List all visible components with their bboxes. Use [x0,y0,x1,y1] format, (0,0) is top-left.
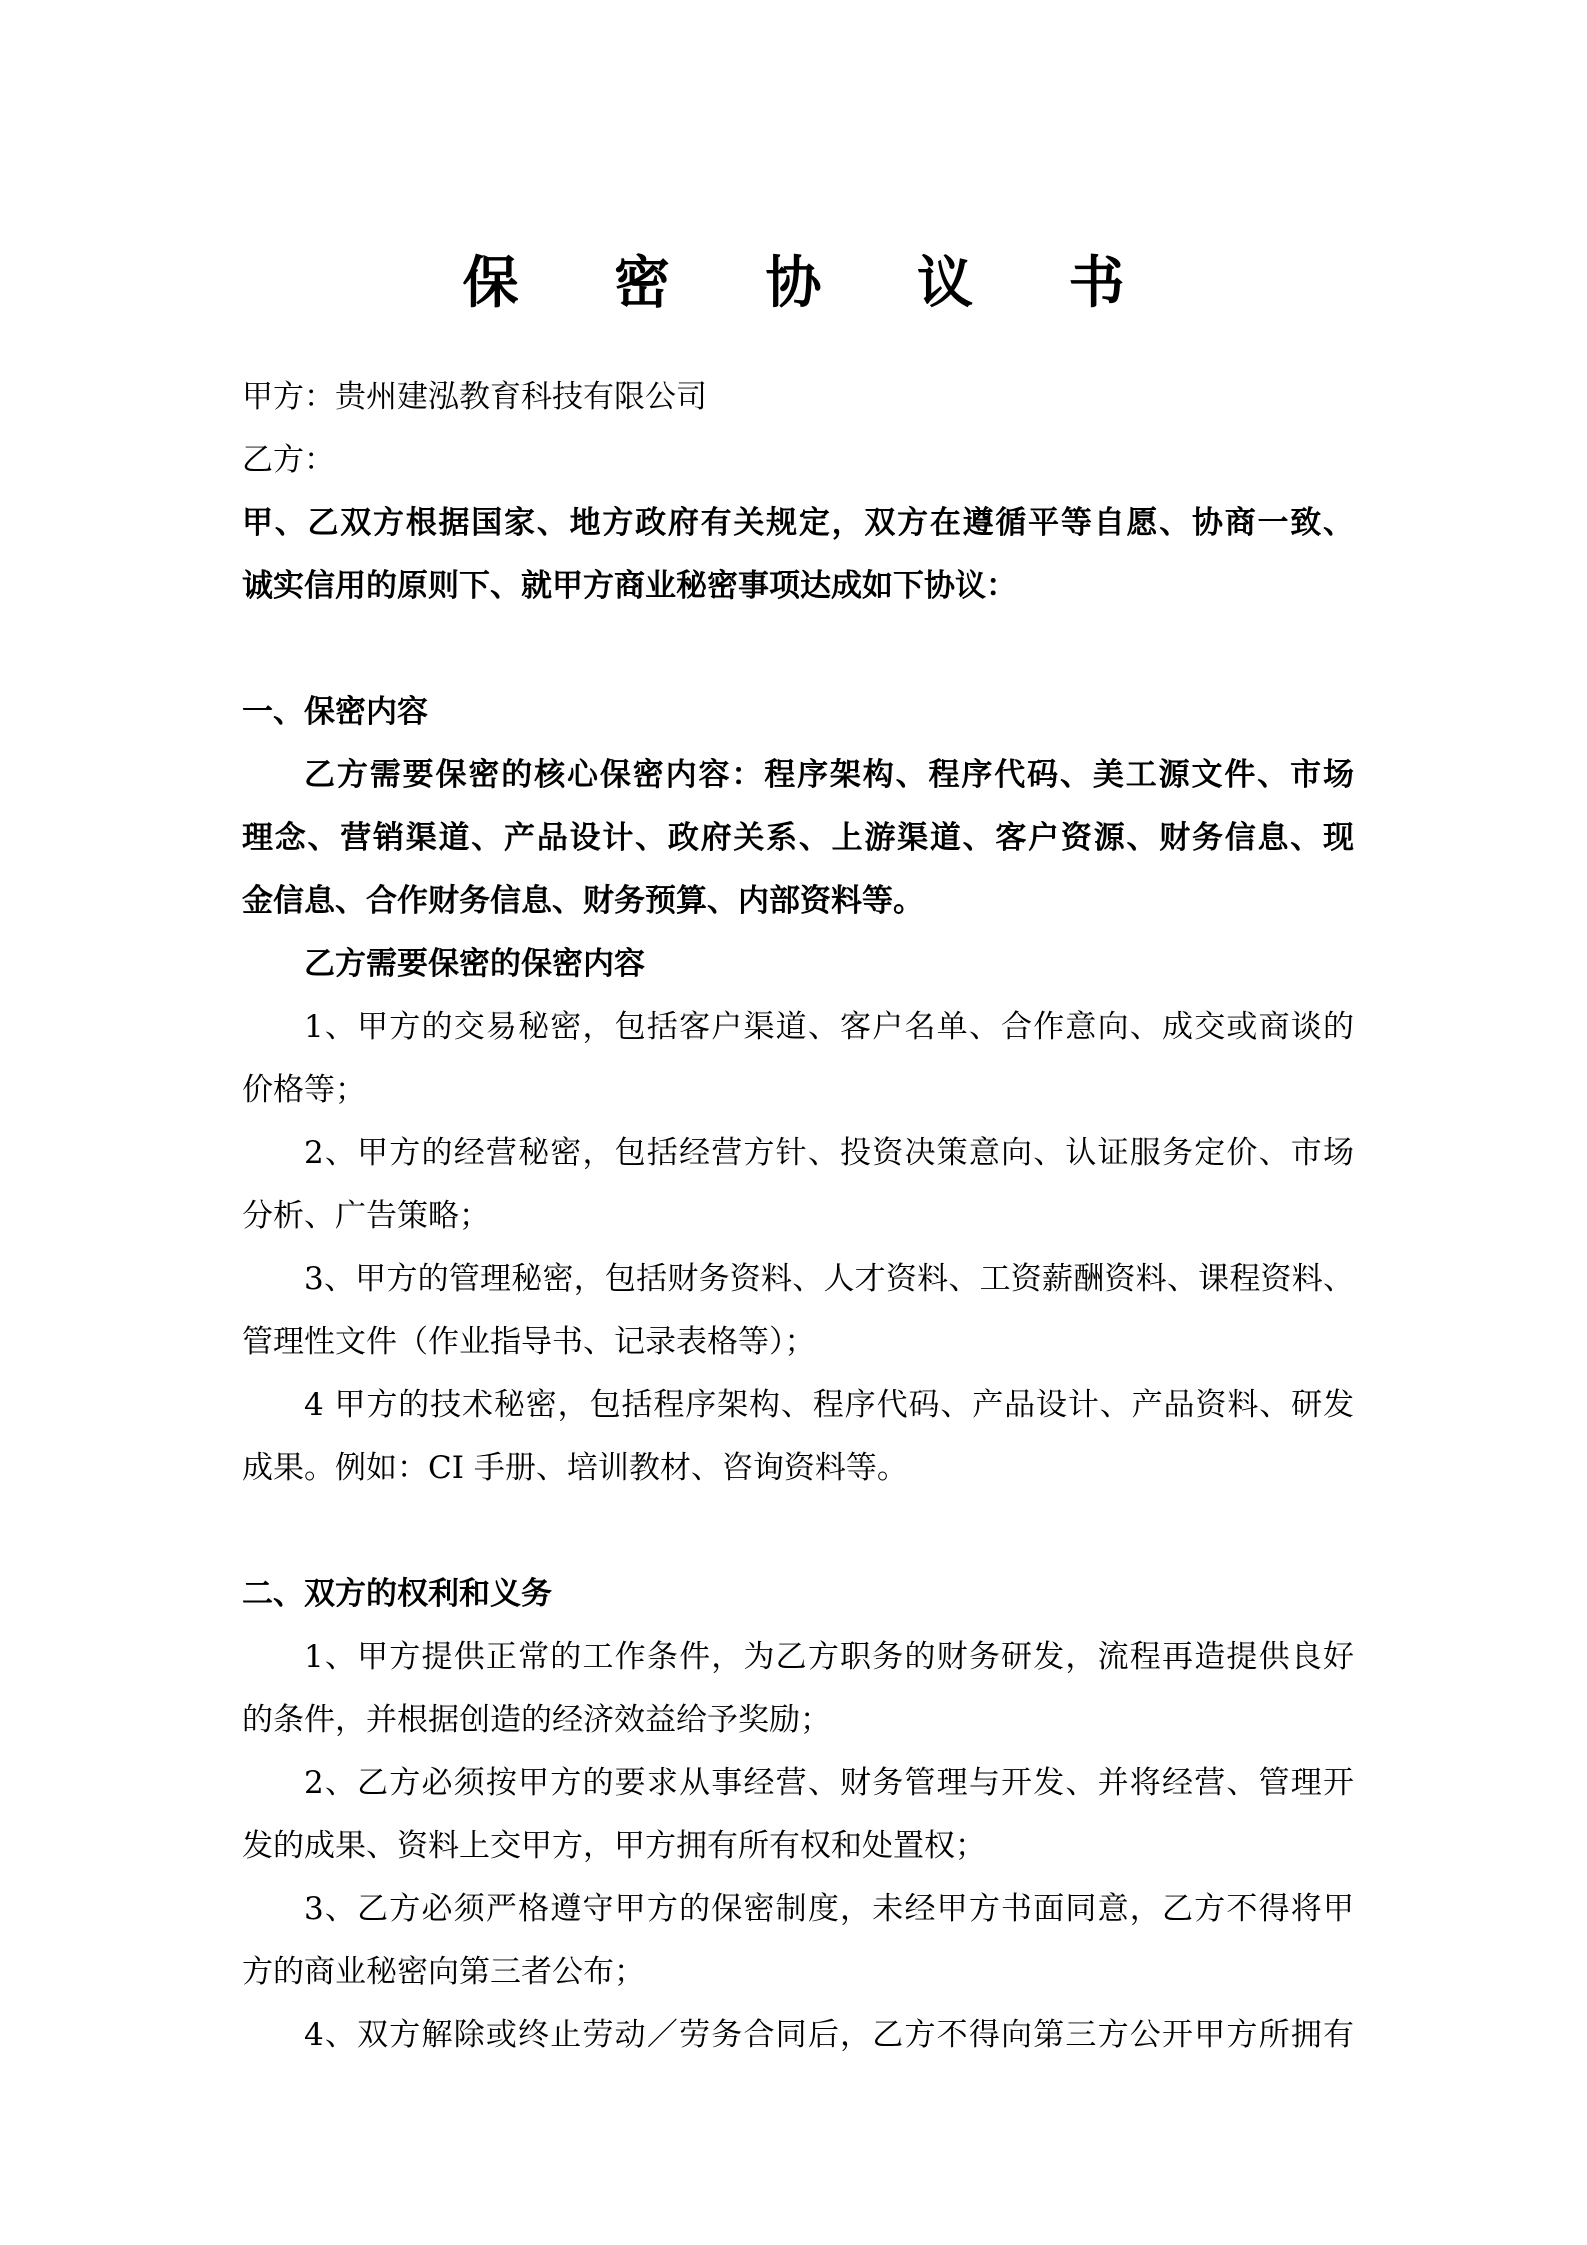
core-content-line: 乙方需要保密的核心保密内容：程序架构、程序代码、美工源文件、市场 [304,757,1354,793]
list-item-line: 2、乙方必须按甲方的要求从事经营、财务管理与开发、并将经营、管理开 [304,1765,1354,1801]
list-item-line: 分析、广告策略； [242,1198,490,1234]
section-heading: 一、保密内容 [242,694,428,730]
section-rights-obligations [242,1563,1354,2067]
preamble-line: 诚实信用的原则下、就甲方商业秘密事项达成如下协议： [242,568,1017,604]
section-heading: 二、双方的权利和义务 [242,1576,552,1612]
section-spacer [242,618,1354,681]
party-b-line: 乙方： [242,442,335,478]
document-title: 保 密 协 议 书 [462,250,1163,316]
list-item-line: 3、甲方的管理秘密，包括财务资料、人才资料、工资薪酬资料、课程资料、 [304,1261,1354,1297]
subsection-heading: 乙方需要保密的保密内容 [304,946,645,982]
list-item-line: 4、双方解除或终止劳动／劳务合同后，乙方不得向第三方公开甲方所拥有 [304,2017,1354,2053]
list-item-line: 1、甲方的交易秘密，包括客户渠道、客户名单、合作意向、成交或商谈的 [304,1009,1354,1045]
preamble [242,492,1354,618]
section-spacer [242,1500,1354,1563]
list-item-line: 成果。例如：CI 手册、培训教材、咨询资料等。 [242,1450,908,1486]
list-item-line: 管理性文件（作业指导书、记录表格等）； [242,1324,816,1360]
section-confidential-content [242,681,1354,1500]
core-content-line: 金信息、合作财务信息、财务预算、内部资料等。 [242,883,924,919]
preamble-line: 甲、乙双方根据国家、地方政府有关规定，双方在遵循平等自愿、协商一致、 [242,505,1354,541]
list-item-line: 3、乙方必须严格遵守甲方的保密制度，未经甲方书面同意，乙方不得将甲 [304,1891,1354,1927]
list-item-line: 方的商业秘密向第三者公布； [242,1954,645,1990]
core-content-line: 理念、营销渠道、产品设计、政府关系、上游渠道、客户资源、财务信息、现 [242,820,1354,856]
list-item-line: 发的成果、资料上交甲方，甲方拥有所有权和处置权； [242,1828,986,1864]
list-item-line: 价格等； [242,1072,366,1108]
list-item-line: 2、甲方的经营秘密，包括经营方针、投资决策意向、认证服务定价、市场 [304,1135,1354,1171]
document-body [242,366,1354,2067]
party-a-line: 甲方：贵州建泓教育科技有限公司 [242,379,707,415]
list-item-line: 4 甲方的技术秘密，包括程序架构、程序代码、产品设计、产品资料、研发 [304,1387,1354,1423]
list-item-line: 1、甲方提供正常的工作条件，为乙方职务的财务研发，流程再造提供良好 [304,1639,1354,1675]
list-item-line: 的条件，并根据创造的经济效益给予奖励； [242,1702,831,1738]
